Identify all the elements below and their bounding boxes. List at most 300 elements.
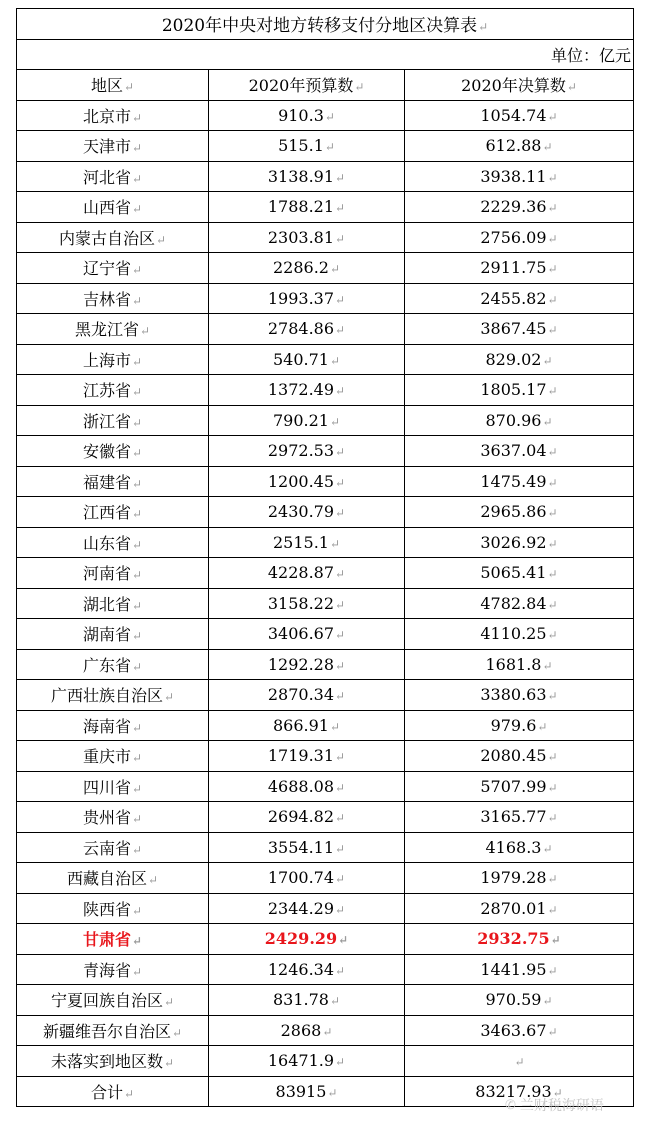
paragraph-mark: ↵ [335, 811, 346, 826]
final-cell-text: 1441.95 [480, 959, 547, 979]
paragraph-mark: ↵ [131, 141, 143, 156]
budget-cell [209, 405, 405, 436]
budget-cell [209, 588, 405, 619]
final-cell [405, 314, 634, 345]
budget-cell [209, 436, 405, 467]
table-row [17, 954, 634, 985]
budget-cell [209, 253, 405, 284]
final-cell-text: 970.59 [485, 990, 542, 1010]
header-final [405, 70, 634, 101]
table-row [17, 222, 634, 253]
region-cell [17, 588, 209, 619]
paragraph-mark: ↵ [324, 140, 335, 155]
region-cell [17, 924, 209, 955]
region-cell [17, 985, 209, 1016]
paragraph-mark: ↵ [131, 354, 143, 369]
paragraph-mark: ↵ [335, 506, 346, 521]
final-cell-text: 3938.11 [480, 166, 547, 186]
region-cell-text: 辽宁省 [82, 259, 131, 279]
paragraph-mark: ↵ [335, 445, 346, 460]
paragraph-mark: ↵ [547, 201, 558, 216]
budget-cell [209, 1046, 405, 1077]
paragraph-mark: ↵ [354, 80, 365, 95]
region-cell-text: 西藏自治区 [66, 869, 147, 889]
budget-cell [209, 527, 405, 558]
final-cell [405, 588, 634, 619]
header-region [17, 70, 209, 101]
final-cell-text: 4110.25 [480, 624, 547, 644]
region-cell [17, 893, 209, 924]
region-cell-text: 江苏省 [82, 381, 131, 401]
final-cell [405, 954, 634, 985]
paragraph-mark: ↵ [131, 385, 143, 400]
region-cell [17, 253, 209, 284]
region-cell [17, 1015, 209, 1046]
final-cell-text: 1475.49 [480, 471, 547, 491]
unit-label: 单位：亿元 [17, 39, 634, 70]
region-cell-text: 宁夏回族自治区 [50, 991, 163, 1011]
final-cell [405, 558, 634, 589]
region-cell [17, 131, 209, 162]
paragraph-mark: ↵ [131, 903, 143, 918]
region-cell-text: 四川省 [82, 777, 131, 797]
paragraph-mark: ↵ [131, 507, 143, 522]
table-row [17, 985, 634, 1016]
paragraph-mark: ↵ [547, 811, 558, 826]
budget-cell [209, 741, 405, 772]
budget-cell [209, 1015, 405, 1046]
region-cell [17, 863, 209, 894]
paragraph-mark: ↵ [566, 80, 577, 95]
budget-cell-text: 2286.2 [272, 258, 329, 278]
paragraph-mark: ↵ [163, 690, 175, 705]
budget-cell-text: 2430.79 [267, 502, 335, 522]
paragraph-mark: ↵ [547, 963, 558, 978]
budget-cell [209, 192, 405, 223]
budget-cell-text: 2870.34 [267, 685, 335, 705]
table-row [17, 344, 634, 375]
budget-cell [209, 100, 405, 131]
table-row [17, 161, 634, 192]
region-cell-text: 甘肃省 [82, 930, 131, 950]
budget-cell-text: 3554.11 [267, 837, 335, 857]
final-cell [405, 222, 634, 253]
budget-cell-text: 1246.34 [267, 959, 335, 979]
region-cell [17, 558, 209, 589]
table-row [17, 558, 634, 589]
budget-cell-text: 1372.49 [267, 380, 335, 400]
paragraph-mark: ↵ [547, 689, 558, 704]
paragraph-mark: ↵ [547, 445, 558, 460]
paragraph-mark: ↵ [547, 170, 558, 185]
paragraph-mark: ↵ [335, 963, 346, 978]
region-cell-text: 新疆维吾尔自治区 [42, 1021, 171, 1041]
table-row [17, 375, 634, 406]
region-cell [17, 954, 209, 985]
header-budget-text: 2020年预算数 [248, 76, 354, 96]
budget-cell [209, 710, 405, 741]
region-cell [17, 436, 209, 467]
budget-cell-text: 4228.87 [267, 563, 335, 583]
paragraph-mark: ↵ [131, 476, 143, 491]
region-cell [17, 527, 209, 558]
final-cell [405, 802, 634, 833]
final-cell [405, 497, 634, 528]
table-row [17, 1046, 634, 1077]
paragraph-mark: ↵ [335, 750, 346, 765]
budget-cell [209, 619, 405, 650]
budget-cell-text: 2429.29 [264, 929, 338, 949]
paragraph-mark: ↵ [547, 536, 558, 551]
paragraph-mark: ↵ [547, 109, 558, 124]
budget-cell [209, 954, 405, 985]
region-cell [17, 619, 209, 650]
paragraph-mark: ↵ [335, 628, 346, 643]
final-cell-text: 83217.93 [475, 1081, 552, 1101]
paragraph-mark: ↵ [329, 414, 341, 429]
paragraph-mark: ↵ [547, 262, 558, 277]
region-cell-text: 福建省 [82, 472, 131, 492]
region-cell-text: 江西省 [82, 503, 131, 523]
paragraph-mark: ↵ [329, 536, 341, 551]
final-cell [405, 436, 634, 467]
paragraph-mark: ↵ [131, 415, 143, 430]
paragraph-mark: ↵ [542, 658, 553, 673]
region-cell [17, 222, 209, 253]
table-row [17, 680, 634, 711]
region-cell [17, 649, 209, 680]
paragraph-mark: ↵ [547, 567, 558, 582]
paragraph-mark: ↵ [547, 1024, 558, 1039]
budget-cell [209, 497, 405, 528]
final-cell-text: 2080.45 [480, 746, 547, 766]
region-cell-text: 合计 [90, 1082, 123, 1102]
final-cell-text: 4782.84 [480, 593, 547, 613]
final-cell [405, 161, 634, 192]
paragraph-mark: ↵ [335, 170, 346, 185]
budget-cell-text: 3138.91 [267, 166, 335, 186]
paragraph-mark: ↵ [335, 384, 346, 399]
budget-cell [209, 131, 405, 162]
paragraph-mark: ↵ [131, 812, 143, 827]
paragraph-mark: ↵ [324, 109, 335, 124]
budget-cell [209, 924, 405, 955]
region-cell [17, 466, 209, 497]
header-final-text: 2020年决算数 [461, 76, 566, 96]
table-row [17, 466, 634, 497]
budget-cell [209, 344, 405, 375]
final-cell [405, 771, 634, 802]
table-row [17, 710, 634, 741]
region-cell [17, 741, 209, 772]
final-cell [405, 832, 634, 863]
budget-cell-text: 2784.86 [267, 319, 335, 339]
paragraph-mark: ↵ [123, 1086, 135, 1101]
region-cell-text: 山西省 [82, 198, 131, 218]
region-cell-text: 河南省 [82, 564, 131, 584]
paragraph-mark: ↵ [131, 171, 143, 186]
final-cell [405, 405, 634, 436]
budget-cell [209, 649, 405, 680]
paragraph-mark: ↵ [322, 1024, 333, 1039]
budget-cell [209, 985, 405, 1016]
paragraph-mark: ↵ [131, 202, 143, 217]
paragraph-mark: ↵ [335, 872, 346, 887]
paragraph-mark: ↵ [131, 934, 143, 949]
final-cell-text: 5707.99 [480, 776, 547, 796]
budget-cell-text: 1993.37 [267, 288, 335, 308]
table-row [17, 863, 634, 894]
header-region-text: 地区 [90, 76, 123, 96]
paragraph-mark: ↵ [131, 537, 143, 552]
paragraph-mark: ↵ [335, 292, 346, 307]
paragraph-mark: ↵ [537, 719, 548, 734]
final-cell-text: 2229.36 [480, 197, 547, 217]
table-row [17, 283, 634, 314]
region-cell [17, 344, 209, 375]
paragraph-mark: ↵ [131, 964, 143, 979]
paragraph-mark: ↵ [547, 872, 558, 887]
table-row [17, 314, 634, 345]
paragraph-mark: ↵ [542, 994, 553, 1009]
paragraph-mark: ↵ [335, 323, 346, 338]
region-cell [17, 405, 209, 436]
paragraph-mark: ↵ [338, 933, 349, 948]
region-cell [17, 680, 209, 711]
table-row [17, 497, 634, 528]
table-row [17, 802, 634, 833]
final-cell [405, 1015, 634, 1046]
final-cell [405, 710, 634, 741]
table-row [17, 131, 634, 162]
region-cell [17, 1076, 209, 1107]
paragraph-mark: ↵ [335, 475, 346, 490]
paragraph-mark: ↵ [547, 750, 558, 765]
region-cell [17, 802, 209, 833]
paragraph-mark: ↵ [131, 629, 143, 644]
final-cell-text: 1979.28 [480, 868, 547, 888]
table-row [17, 893, 634, 924]
watermark-text: 兰财税海研语 [519, 1098, 604, 1114]
budget-cell-text: 515.1 [278, 136, 324, 156]
final-cell [405, 253, 634, 284]
final-cell-text: 2911.75 [480, 258, 547, 278]
paragraph-mark: ↵ [163, 1056, 175, 1071]
paragraph-mark: ↵ [547, 323, 558, 338]
region-cell [17, 283, 209, 314]
unit-row [17, 39, 634, 70]
paragraph-mark: ↵ [542, 414, 553, 429]
paragraph-mark: ↵ [327, 1085, 338, 1100]
table-row [17, 741, 634, 772]
paragraph-mark: ↵ [329, 262, 341, 277]
budget-cell-text: 3406.67 [267, 624, 335, 644]
final-cell-text: 3165.77 [480, 807, 547, 827]
budget-cell [209, 558, 405, 589]
budget-cell-text: 2515.1 [272, 532, 329, 552]
budget-cell-text: 1700.74 [267, 868, 335, 888]
paragraph-mark: ↵ [335, 689, 346, 704]
table-row [17, 253, 634, 284]
paragraph-mark: ↵ [131, 842, 143, 857]
paragraph-mark: ↵ [131, 263, 143, 278]
paragraph-mark: ↵ [131, 751, 143, 766]
region-cell [17, 375, 209, 406]
paragraph-mark: ↵ [552, 1085, 563, 1100]
region-cell-text: 河北省 [82, 167, 131, 187]
final-cell [405, 649, 634, 680]
paragraph-mark: ↵ [131, 781, 143, 796]
final-cell-text: 5065.41 [480, 563, 547, 583]
final-cell [405, 924, 634, 955]
region-cell-text: 湖北省 [82, 594, 131, 614]
region-cell [17, 710, 209, 741]
paragraph-mark: ↵ [163, 995, 175, 1010]
budget-cell [209, 466, 405, 497]
table-title [17, 9, 634, 40]
budget-cell-text: 1719.31 [267, 746, 335, 766]
final-cell [405, 375, 634, 406]
final-cell-text: 2756.09 [480, 227, 547, 247]
table-row [17, 405, 634, 436]
table-row [17, 771, 634, 802]
paragraph-mark: ↵ [329, 353, 341, 368]
paragraph-mark: ↵ [542, 140, 553, 155]
paragraph-mark: ↵ [171, 1025, 183, 1040]
wechat-icon: ✆ [505, 1097, 516, 1113]
budget-cell-text: 2344.29 [267, 898, 335, 918]
budget-cell-text: 2694.82 [267, 807, 335, 827]
final-cell [405, 893, 634, 924]
final-cell-text: 2870.01 [480, 898, 547, 918]
region-cell [17, 497, 209, 528]
budget-cell-text: 3158.22 [267, 593, 335, 613]
final-cell [405, 680, 634, 711]
budget-cell [209, 863, 405, 894]
paragraph-mark: ↵ [547, 475, 558, 490]
paragraph-mark: ↵ [547, 506, 558, 521]
region-cell-text: 未落实到地区数 [50, 1052, 163, 1072]
final-cell [405, 466, 634, 497]
region-cell-text: 浙江省 [82, 411, 131, 431]
paragraph-mark: ↵ [335, 201, 346, 216]
final-cell-text: 3026.92 [480, 532, 547, 552]
table-row [17, 100, 634, 131]
table-row [17, 619, 634, 650]
paragraph-mark: ↵ [335, 902, 346, 917]
final-cell [405, 985, 634, 1016]
final-cell [405, 100, 634, 131]
budget-cell [209, 314, 405, 345]
budget-cell [209, 771, 405, 802]
title-row [17, 9, 634, 40]
paragraph-mark: ↵ [547, 384, 558, 399]
region-cell-text: 山东省 [82, 533, 131, 553]
paragraph-mark: ↵ [131, 568, 143, 583]
paragraph-mark: ↵ [139, 324, 151, 339]
budget-cell-text: 1200.45 [267, 471, 335, 491]
region-cell-text: 贵州省 [82, 808, 131, 828]
paragraph-mark: ↵ [329, 719, 341, 734]
region-cell-text: 海南省 [82, 716, 131, 736]
table-row [17, 436, 634, 467]
region-cell-text: 云南省 [82, 838, 131, 858]
budget-cell-text: 1788.21 [267, 197, 335, 217]
table-row [17, 832, 634, 863]
paragraph-mark: ↵ [335, 658, 346, 673]
region-cell-text: 内蒙古自治区 [58, 228, 155, 248]
region-cell-text: 广东省 [82, 655, 131, 675]
paragraph-mark: ↵ [335, 841, 346, 856]
region-cell [17, 192, 209, 223]
table-title-text: 2020年中央对地方转移支付分地区决算表 [161, 16, 478, 37]
region-cell [17, 314, 209, 345]
budget-cell [209, 222, 405, 253]
paragraph-mark: ↵ [547, 902, 558, 917]
region-cell [17, 1046, 209, 1077]
paragraph-mark: ↵ [155, 232, 167, 247]
region-cell-text: 重庆市 [82, 747, 131, 767]
final-cell-text: 2932.75 [477, 929, 550, 949]
final-cell [405, 344, 634, 375]
final-cell [405, 283, 634, 314]
final-cell-text: 612.88 [485, 136, 542, 156]
region-cell-text: 湖南省 [82, 625, 131, 645]
budget-cell [209, 375, 405, 406]
header-row [17, 70, 634, 101]
final-cell-text: 979.6 [490, 715, 537, 735]
paragraph-mark: ↵ [335, 597, 346, 612]
budget-cell-text: 16471.9 [267, 1051, 335, 1071]
budget-cell-text: 1292.28 [267, 654, 335, 674]
final-cell [405, 131, 634, 162]
budget-cell-text: 790.21 [272, 410, 329, 430]
paragraph-mark: ↵ [131, 293, 143, 308]
budget-cell-text: 83915 [275, 1081, 327, 1101]
final-cell-text: 2455.82 [480, 288, 547, 308]
region-cell [17, 100, 209, 131]
paragraph-mark: ↵ [329, 994, 341, 1009]
final-cell [405, 192, 634, 223]
region-cell-text: 安徽省 [82, 442, 131, 462]
budget-cell [209, 1076, 405, 1107]
paragraph-mark: ↵ [514, 1055, 525, 1070]
final-cell-text: 3463.67 [480, 1020, 547, 1040]
paragraph-mark: ↵ [131, 446, 143, 461]
table-row [17, 192, 634, 223]
final-cell-text: 3637.04 [480, 441, 547, 461]
transfer-payment-table-sheet [16, 8, 633, 1107]
region-cell [17, 832, 209, 863]
budget-cell-text: 540.71 [272, 349, 329, 369]
budget-cell-text: 4688.08 [267, 776, 335, 796]
final-cell-text: 4168.3 [485, 837, 542, 857]
final-cell [405, 741, 634, 772]
paragraph-mark: ↵ [131, 110, 143, 125]
budget-cell [209, 802, 405, 833]
final-cell-text: 870.96 [485, 410, 542, 430]
paragraph-mark: ↵ [547, 292, 558, 307]
region-cell [17, 771, 209, 802]
paragraph-mark: ↵ [131, 659, 143, 674]
paragraph-mark: ↵ [478, 20, 489, 35]
table-row [17, 924, 634, 955]
budget-cell [209, 893, 405, 924]
paragraph-mark: ↵ [547, 628, 558, 643]
region-cell-text: 青海省 [82, 960, 131, 980]
region-cell-text: 吉林省 [82, 289, 131, 309]
final-cell [405, 863, 634, 894]
